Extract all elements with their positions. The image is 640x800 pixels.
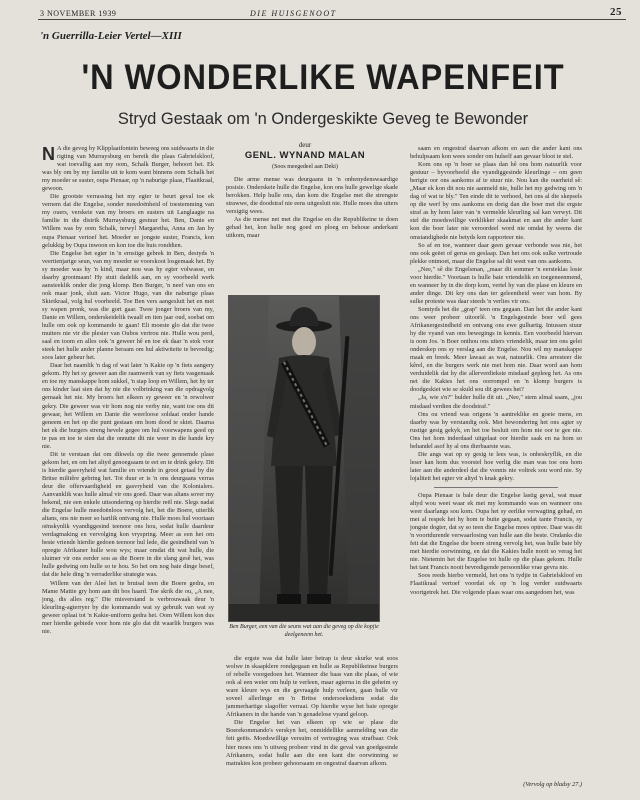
- paragraph: Willem van der Aleé het te bruisal teen die Boere gedra, en Mame Mattie gry hom aan dit bos haard. Toe skrik die ou, „A nee, jong, dis alles reg." Die misverstand is verbrouwaak deur 'n kleurling-agterryer by die kommando wat sy gebruik van wat sy geweer oplaai tot 'n Kakie-uniform gedra het. Oom Willem kon dus mer hierdie gebiede voor hom nie glo dat dit waarlik burgers was nie.: [42, 579, 214, 635]
- paragraph: saam en ongestraf daarvan afkom en aan die ander kant ons behulpsaam kon wees sonder om hulself aan gevaar bloot te stel.: [410, 145, 582, 161]
- photo-ben-burger: [228, 295, 380, 622]
- byline-credit: (Soos meegedeel aan Deki): [272, 164, 338, 170]
- text-column-2-bottom: [226, 655, 398, 790]
- text-column-3: [410, 145, 582, 790]
- text-column-1: [42, 145, 214, 790]
- paragraph: Daar het naamlik 'n dag of wat later 'n Kakie op 'n fiets aangery gekom. Hy het sy geweer aan die raamwerk van sy fiets vasgemaak en toe my manskappe hom sukkel, 'n stap loop en Willem, het hy ter ons kinder laat sien dat hy nie die volbrinking van die opdragvolg gemaak het nie. My broers het elkeen sy geweer en 'n rewolwer gekry. Die geweer was vir hom nog nie verby nie, want toe ons dit gewaar, het Willem en Danie die weerloose soldaat onder hande geneem en het op die punt gestaan om hom dood te skiet. Daarna het ek die burgers streng bevele gegee om hul voorwapens geed op te pas en toe te sien dat die onnutte dit nie weer in die hande kry nie.: [42, 362, 214, 450]
- article-title: 'N WONDERLIKE WAPENFEIT: [81, 58, 565, 97]
- byline-deur: deur: [298, 141, 312, 149]
- paragraph: Die grootste verrassing het my egter te beurt geval toe ek vernem dat die Engelse, sonder meedoënheid of toestemming van my ouers, verskeie van my broers en susters uit Langlaagte na familie in die distrik Murraysburg gestuur het. Ben, Danie en Willem was by oom Schalk, terwyl Margaretha, Anna en Jan by oupa Pienaar vertoef het. Moeder se jongste suster, Francis, kon gelukkig by Oupa inwoon en kon toe die huis ronddien.: [42, 193, 214, 249]
- continued-note: (Vervolg op bladsy 27.): [523, 781, 582, 788]
- photo-caption: Ben Burger, een van die seuns wat aan die geveg op die kopjie deelgeneem het.: [229, 624, 379, 638]
- photo-illustration: [229, 296, 379, 621]
- paragraph: Die Engelse het van elkeen op wie se plase die Boerekommando's verskyn het, onmiddellike aanmelding van die feit geëis. Moedswillige versuim of vertraging was strafbaar. Ook hier moes ons 'n uitweg probeer vind in die geval van goedgesinde Afrikaners, sodat hulle aan die een kant die oorwinning se matrakies kon probeer gehoorsaam en ongestraf daarvan afkom.: [226, 719, 398, 767]
- issue-date: 3 NOVEMBER 1939: [40, 9, 117, 18]
- paragraph: As die mense net met die Engelse en die Republikeine te doen gehad het, kon hulle nog goed en ploeg en behoue anderkant uitkom, maar: [226, 216, 398, 240]
- magazine-name: DIE HUISGENOOT: [250, 9, 337, 18]
- page-header: [40, 6, 622, 20]
- paragraph: Die angs wat op sy gesig te lees was, is onbeskryflik, en die leser kan hom dus voorstel hoe verlig die man was toe ons hom later aan die anderdeel dat die vonnis nie voltrek sou word nie. Sy lojaliteit het egter vir altyd 'n knak gekry.: [410, 450, 582, 482]
- byline-author: GENL. WYNAND MALAN: [244, 150, 366, 161]
- paragraph: Soos reeds hierbo vermeld, het ons 'n tydjie in Gabrielskloof en Flaaitkraal vertoef voordat ek op 'n log verder suidwaarts voortgetrek het. Die volgende plaas waar ons aangedoen het, was: [410, 572, 582, 596]
- paragraph: Die arme mense was deurgaans in 'n onbenydenswaardige posisie. Onderskeie hulle die Engelse, kon ons hulle gewelige skade berokken. Help hulle ons, dan kom die Engelse met die strengste strawwe, die doodstraf nie eens uitgesluit nie. Hulle moes dus uiters versigtig wees.: [226, 176, 398, 216]
- paragraph: Oupa Pienaar is bale deur die Engelse lastig geval, wat maar altyd wou weet waar ek met my kommando was en wanneer ons weer daarlangs sou kom. Oupa het sy eerlike verwagting gehad, en met al respek het hy hom te buite gegaan, sodat tante Francis, sy jongste dogter, dat sy so teen die Engelse moes optree. Daar was dit 'n voortdurende verwaarlosing van hulle aan die beste. Ondanks die feit dat die Engelse die boere streng vervolg het, was hulle baie bly met hierdie oorwinning, en dat die Kakies hulle nooit so verag het nie. Nietemin het die Engelse tot hulle op die plaas gekom. Hulle het tant Francis nooit bevredigende persoonlike vrae gevra nie.: [410, 491, 582, 572]
- article-subtitle: Stryd Gestaak om 'n Ondergeskikte Geveg te Bewonder: [117, 110, 529, 128]
- paragraph: „Ja, wie s'n?" bulder hulle dit uit. „Nee," stem almal saam, „jou misdaad verdien die doodstraf.": [410, 394, 582, 410]
- paragraph: Die Engelse het egter in 'n ernstige gebrek in Ben, destyds 'n veertienjarige seun, van my moeder se voorskoot losgemaak het. By sy moeder was hy 'n kind, maar nou was hy egter volwasse, en daarby grootmaan! Hy stuit dadelik aan, en sy voorbeeld werk aansteeklik onder die jong klomp. Ben Burger, 'n neef van ons en ook maar jonk, sluit aan. Victor Hugo, van die naburige plaas Skietkraal, volg hul voorbeeld. Toe Ben vers aangesluit het en met sy wapen pronk, was die gort gaar. Twee jonger broers van my, Danie en Willem, onderskeidelik twaalf en tien jaar oud, soebat om hulle om ook op kommando te gaan! Eli moeste glo dat die twee muiters nie vir die plesier van Oubos vertrou nie. Hulle wou perd, saal en toom en alles ook 'n geweer hê en toe ek daar 'n stok voor steek het hulle ander planne beraam om hul aktiwiteite te bevredig; soos later gebeur het.: [42, 249, 214, 362]
- paragraph: die ergste was dat hulle later betrap is deur skurke wat soos wolwe in skaapklere rondgegaan en hulle as Republikeinse burgers of rebelle voorgedoen het. Wanneer die baas van die plaas, of wie ook al een weier om hulp te verleen, maar agterna in die geheim sy ware kleure wys en die gevraagde hulp verleen, gaan hulle vir soveel allerlinge en 'n Britse ondersoeksdiens sodat die jammerhartige slagoffer verraai. Op hierdie wyse het baie opregte Afrikaners in die hande van 'n genadelose vyand geloop.: [226, 655, 398, 719]
- paragraph: Somtyds het die „grap" teen ons gegaan. Dan het die ander kant ons weer probeer uitoorlê. 'n Engelsgesinde boer wil gees Afrikanergesindheid en ontvang ons ewe gulhartig. Intussen stuur hy die vyand van ons bewegings in kennis. Een voorbeeld hiervan is oom Jos. 'n Boer onthou ons uiters vriendelik, maar ten ons gelei onderskep ons sy verslag aan die Engelse. Nou wil my manskappe maak en breek. Meer lawaai as wat, natuurlik. Ons arresteer die kêrel, en die burgers werk nie met hom nie. Daar word aan hom verduidelik dat hy die allerverdiekste misdaad gepleeg het. As ons net die Kakies het ons oorrompel en 'n klomp burgers is doodgeskiet wie se skuld sou dit gewees het?: [410, 305, 582, 394]
- paragraph: N A die geveg by Klipplaatfontein beweeg ons suidwaarts in die rigting van Murraysburg en bereik die plaas Gabrielskloof, wat toevallig aan my oom, Schalk Burger, behoort het. Ek was bly om by my familie uit te kom want binnens oom Schalk het my moeder se suster, oupa Pienaar, op 'n naburige plaas, Flaaitkraal, gewoon.: [42, 145, 214, 193]
- series-title: 'n Guerrilla-Leier Vertel—XIII: [40, 30, 182, 42]
- paragraph: Kom ons op 'n boer se plaas dan hê ons hom natuurlik voor gestuur – byvoorbeeld die vyandiggesinde kleurlinge – om geen berigte oor ons aankoms af te stuur nie. Nou kan die ouerheid sê: „Maar ek kon dit nou nie aanmeld nie, hulle het my gedwing om 'n dag of wat te bly." Ten einde dit te verhoed, het ons al die skepsels op die werf by ons aankoms en dreig dan die boer met die ergste straf as hy hom later van 'n vermelde kleurling sal kan verwyt. Dit stel die moedswillige verklikker skaakmat en aan die ander kant kon die boer later nie veroordeel word nie omdat hy weens die omstandighede nie betyds kon rapporteer nie.: [410, 161, 582, 241]
- header-rule: [38, 19, 626, 20]
- text-column-2-top: [226, 176, 398, 286]
- paragraph: Ons ou vriend was origens 'n aantreklike en goeie mens, en daarby was hy verstandig ook. Met bewondering het ons agter sy rustige gesig gekyk, en het toe besluit om hom nie oor te gee nie. Ons het hom inderdaad uitgelaat oor hierdie saak en na hom so behandel asof hy al ons dierbaarste was.: [410, 410, 582, 450]
- paragraph: „Nee," sê die Engelsman, „maar dit sommer 'n eersteklas losie voor hierdie." Voortaan is hulle baie vriendelik en toegeneenmend, en wanneer hy in die dorp kom, vertel hy van die plase en kleure en ander dinge. Dit kry ons dan ter geleentheid weer van hom. By sulke proteste was daar steeds 'n verlies vir ons.: [410, 265, 582, 305]
- page-number: 25: [610, 6, 622, 18]
- paragraph: So af en toe, wanneer daar geen gevaar verbonde was nie, het ons ook geëet of gerus en geslaap. Dan het ons ook sulke vertroude plekke ontmoet, maar die Engelse sal dit weet van ons aankoms.: [410, 241, 582, 265]
- section-separator: [434, 487, 558, 488]
- drop-cap: N: [42, 145, 55, 164]
- paragraph: Dit te verstaan dat om dikwels op die twee genoemde plase gekom het, en om het altyd genoegsaam te eet en te drink gekry. Dit is hierdie gasvryheid wat familie en vriende in groot getaal by die Britse militêre gebring het. Tot duur er is 'n ons deurgaans verras deur die offervaardigheid en gasvryheid van die Kolonialers. Aanvanklik was hulle almal vir ons goed. Daar was altans sover my bekend, nie een enkele uitsondering op hierdie reël nie. Slegs nadat die Engelse hulle meedoënloos vervolg het, het die Boere, uiterlik altans, ons nie meer so hartlik ontvang nie. Hulle moes hul voortaan oënskynlik vyandiggesind teenoor ons hou, sodat hulle daardeur verdagmaking en vervolging kon vryspring. Meer as een het om beste vriende hierdie gedoen teenoor hul lede, die gesindheid van 'n opregte Afrikaner hulle wou wys; maar omdat dit wat hulle, die sluimer vir ons eerder sou as die Boere in die slang gesê het, was hulle gedwing om hulle so te hou. So het om nog baie dinge besef, dat die hele ding 'n verraderlike strategie was.: [42, 450, 214, 579]
